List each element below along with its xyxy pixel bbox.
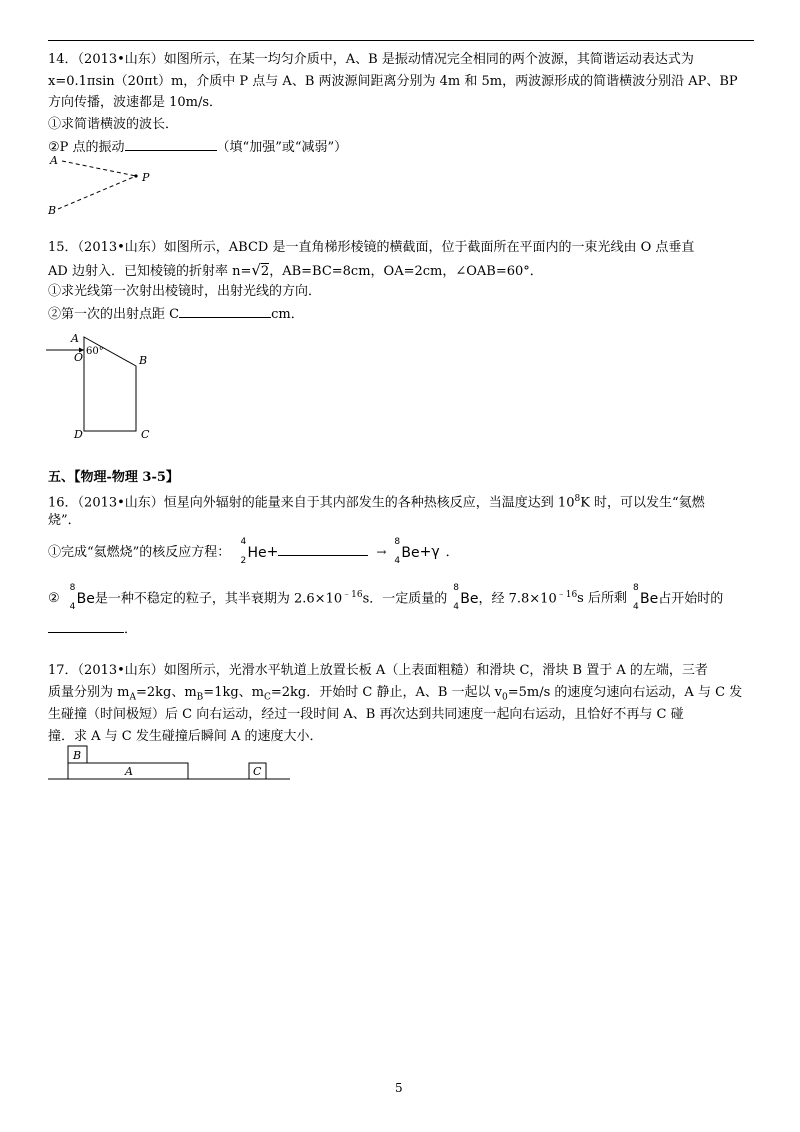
point-p [134, 174, 137, 177]
angle-label: 60° [86, 346, 104, 357]
beryllium-nuclide: 8 4 Be [632, 582, 659, 612]
q17-line-2: 质量分别为 $m_A=2kg$、$m_B=1kg$、$m_C=2kg$．开始时 C 静止，A、B 一起以 $v_0=5m/s$ 的速度匀速向右运动，A 与 C 发 [48, 685, 743, 703]
q16-item-2-answer: ． [48, 619, 137, 639]
answer-blank [278, 542, 368, 556]
q16-line-2: 烧”． [48, 513, 81, 528]
q14-line-1: 14．（2013•山东）如图所示，在某一均匀介质中，A、B 是振动情况完全相同的两个波源，其简谐运动表达式为 [48, 52, 694, 67]
answer-blank [48, 619, 124, 633]
q15-item-2: ②第一次的出射点距 C cm． [48, 304, 304, 324]
beryllium-nuclide: 8 4 Be [69, 582, 95, 612]
q17-line-1: 17．（2013•山东）如图所示，光滑水平轨道上放置长板 A（上表面粗糙）和滑块 C，滑块 B 置于 A 的左端，三者 [48, 663, 708, 678]
q15-item-1: ①求光线第一次射出棱镜时，出射光线的方向． [48, 284, 322, 299]
label-a: A [125, 765, 133, 778]
q14-line-2: x=0.1πsin（20πt）m，介质中 P 点与 A、B 两波源间距离分别为 4m 和 5m，两波源形成的简谐横波分别沿 AP、BP [48, 74, 738, 89]
label-a: A [50, 154, 58, 167]
q16-line-1: 16．（2013•山东）恒星向外辐射的能量来自于其内部发生的各种热核反应，当温度达到 $10^8K$ 时，可以发生“氦燃 [48, 494, 705, 511]
section-heading: 五、【物理-物理 3-5】 [48, 470, 179, 485]
q17-collision-figure [46, 742, 296, 782]
q15-prism-figure [46, 330, 156, 442]
reaction-arrow: → [376, 545, 387, 559]
q17-line-3: 生碰撞（时间极短）后 C 向右运动，经过一段时间 A、B 再次达到共同速度一起向右运动，且恰好不再与 C 碰 [48, 707, 684, 722]
answer-blank [179, 304, 271, 318]
q14-item-2-prefix: ②P 点的振动 [48, 140, 125, 155]
q17-line-4: 撞．求 A 与 C 发生碰撞后瞬间 A 的速度大小． [48, 729, 323, 744]
q16-item-2: ② 8 4 Be是一种不稳定的粒子，其半衰期为 $2.6\times 10^{﹣16}s$．一定质量的 8 4 Be，经 $7.8\times 10^{﹣16}s$ 后所剩 8 4 Be占开始时的 [48, 582, 724, 612]
bp-line [58, 176, 136, 209]
page-number: 5 [395, 1081, 403, 1095]
beryllium-nuclide: 8 4 Be [394, 536, 420, 566]
q14-item-1: ①求简谐横波的波长． [48, 117, 179, 132]
label-p: P [142, 171, 150, 184]
label-c: C [253, 765, 262, 778]
label-c: C [141, 428, 150, 441]
answer-blank [125, 137, 217, 151]
q14-line-3: 方向传播，波速都是 10m/s． [48, 95, 223, 110]
label-o: O [74, 351, 84, 364]
header-rule [48, 40, 754, 41]
sqrt-symbol: √ [251, 261, 261, 279]
label-b: B [139, 354, 148, 367]
q15-line-2: AD 边射入．已知棱镜的折射率 n=√2，AB=BC=8cm，OA=2cm，∠OAB=60°． [48, 261, 543, 279]
q14-wave-figure [44, 152, 174, 218]
q15-line-1: 15．（2013•山东）如图所示，ABCD 是一直角梯形棱镜的横截面，位于截面所在平面内的一束光线由 O 点垂直 [48, 240, 695, 255]
q14-item-2-suffix: （填“加强”或“减弱”） [216, 140, 348, 155]
sqrt-radicand: 2 [260, 264, 270, 279]
label-b: B [73, 749, 82, 762]
beryllium-nuclide: 8 4 Be [453, 582, 479, 612]
label-d: D [74, 428, 83, 441]
label-b: B [48, 204, 57, 217]
ap-line [62, 161, 136, 176]
q16-item-1: ①完成“氦燃烧”的核反应方程： 4 2 He+ → 8 4 Be+γ ． [48, 536, 459, 566]
label-a: A [71, 332, 79, 345]
helium-nuclide: 4 2 He [240, 536, 267, 566]
